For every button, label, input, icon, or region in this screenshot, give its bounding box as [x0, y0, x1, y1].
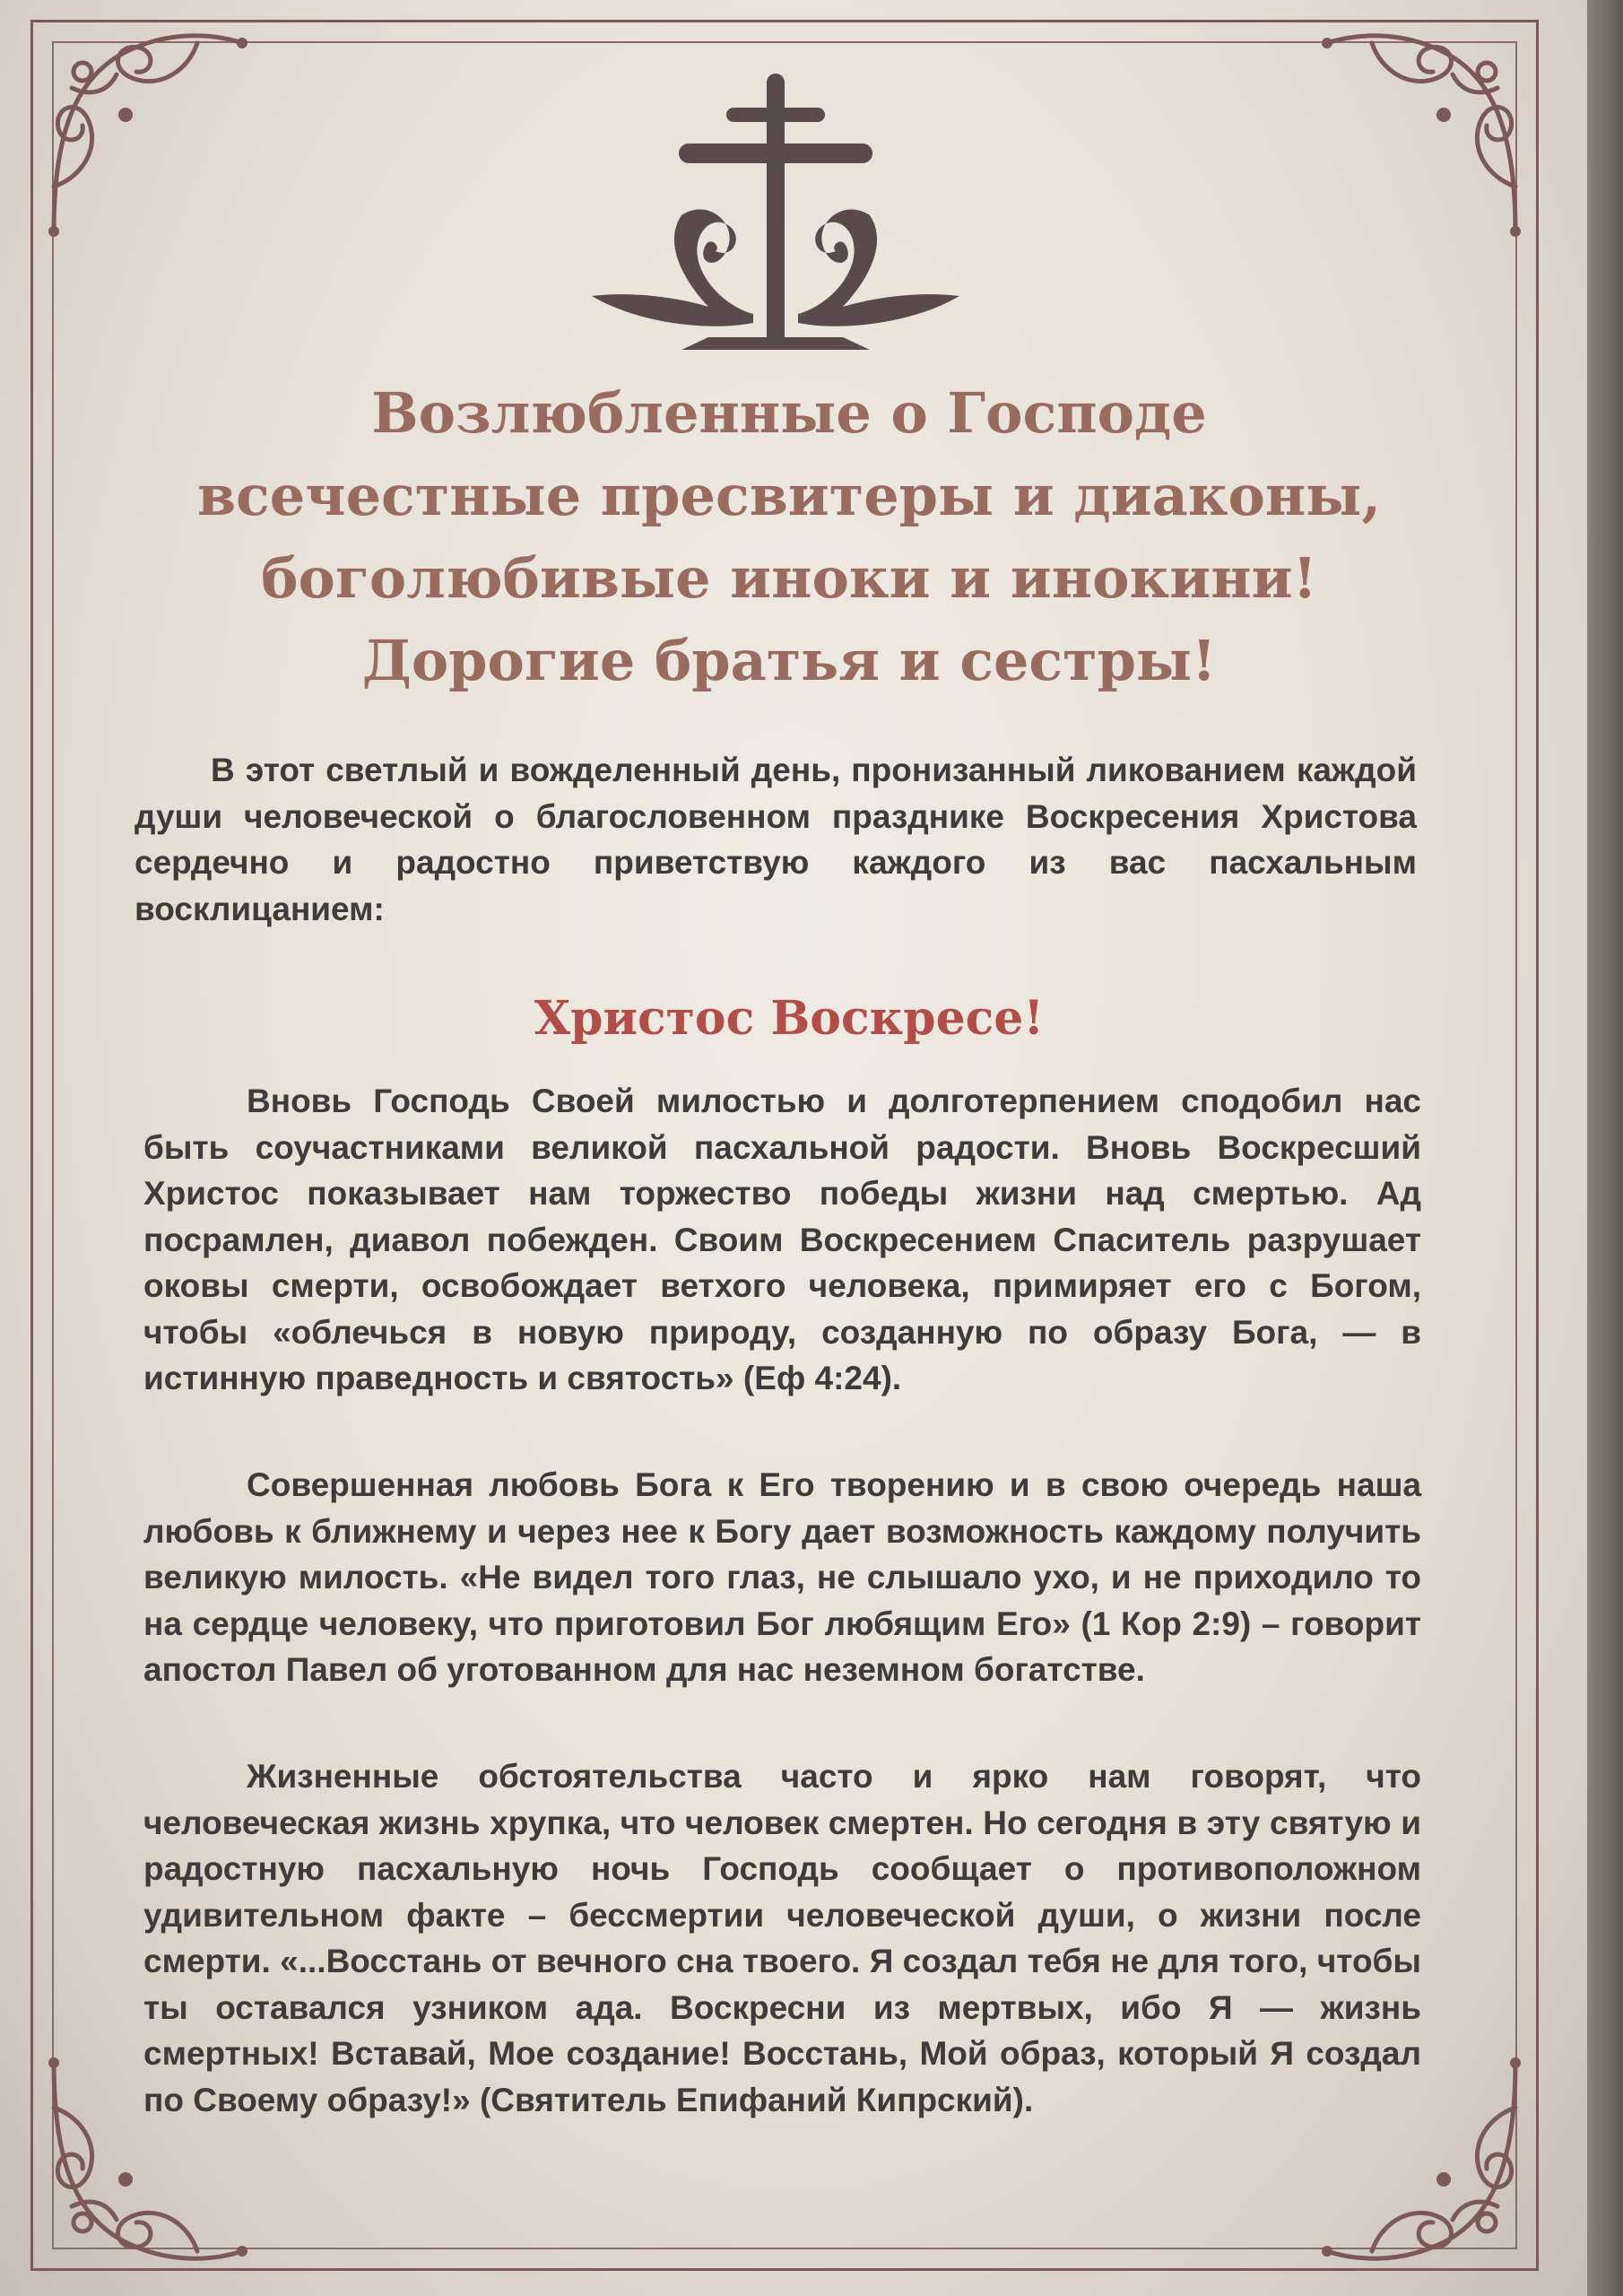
- greeting-heading: [126, 372, 1453, 702]
- heading-line-1: Возлюбленные о Господе: [371, 380, 1207, 446]
- edge-shadow: [1587, 0, 1623, 2296]
- body-paragraph: [143, 1462, 1421, 1693]
- paschal-exclamation: Христос Воскресе!: [534, 991, 1045, 1046]
- paragraph-text: Жизненные обстоятельства часто и ярко нам говорят, что человеческая жизнь хрупка, что человек смертен. Но сегодня в эту святую и радостную пасхальную ночь Господь сообщает о противоположном удивительном факте – бессмертии человеческой души, о жизни после смерти. «...Восстань от вечного сна твоего. Я создал тебя не для того, чтобы ты оставался узником ада. Воскресни из мертвых, ибо Я — жизнь смертных! Вставай, Мое создание! Восстань, Мой образ, который Я создал по Своему образу!» (Святитель Епифаний Кипрский).: [143, 1758, 1421, 2118]
- heading-line-2: всечестные пресвитеры и диаконы,: [196, 463, 1382, 528]
- ornamental-corner-icon: [18, 7, 251, 240]
- paragraph-text: Вновь Господь Своей милостью и долготерпением сподобил нас быть соучастниками великой пасхальной радости. Вновь Воскресший Христос показывает нам торжество победы жизни над смертью. Ад посрамлен, диавол побежден. Своим Воскресением Спаситель разрушает оковы смерти, освобождает ветхого человека, примиряет его с Богом, чтобы «облечься в новую природу, созданную по образу Бога, — в истинную праведность и святость» (Еф 4:24).: [143, 1083, 1421, 1396]
- orthodox-cross-emblem-icon: [574, 72, 977, 359]
- ornamental-corner-icon: [1318, 7, 1551, 240]
- paragraph-text: Совершенная любовь Бога к Его творению и в свою очередь наша любовь к ближнему и через нее к Богу дает возможность каждому получить великую милость. «Не видел того глаз, не слышало ухо, и не приходило то на сердце человеку, что приготовил Бог любящим Его» (1 Кор 2:9) – говорит апостол Павел об уготованном для нас неземном богатстве.: [143, 1466, 1421, 1688]
- intro-text: В этот светлый и вожделенный день, пронизанный ликованием каждой души человеческой о благословенном празднике Воскресения Христова сердечно и радостно приветствую каждого из вас пасхальным восклицанием:: [135, 752, 1417, 927]
- heading-line-4: Дорогие братья и сестры!: [361, 628, 1217, 693]
- body-paragraph: [143, 1753, 1421, 2123]
- intro-paragraph: [135, 747, 1417, 932]
- body-paragraph: [143, 1078, 1421, 1402]
- heading-line-3: боголюбивые иноки и инокини!: [261, 545, 1317, 611]
